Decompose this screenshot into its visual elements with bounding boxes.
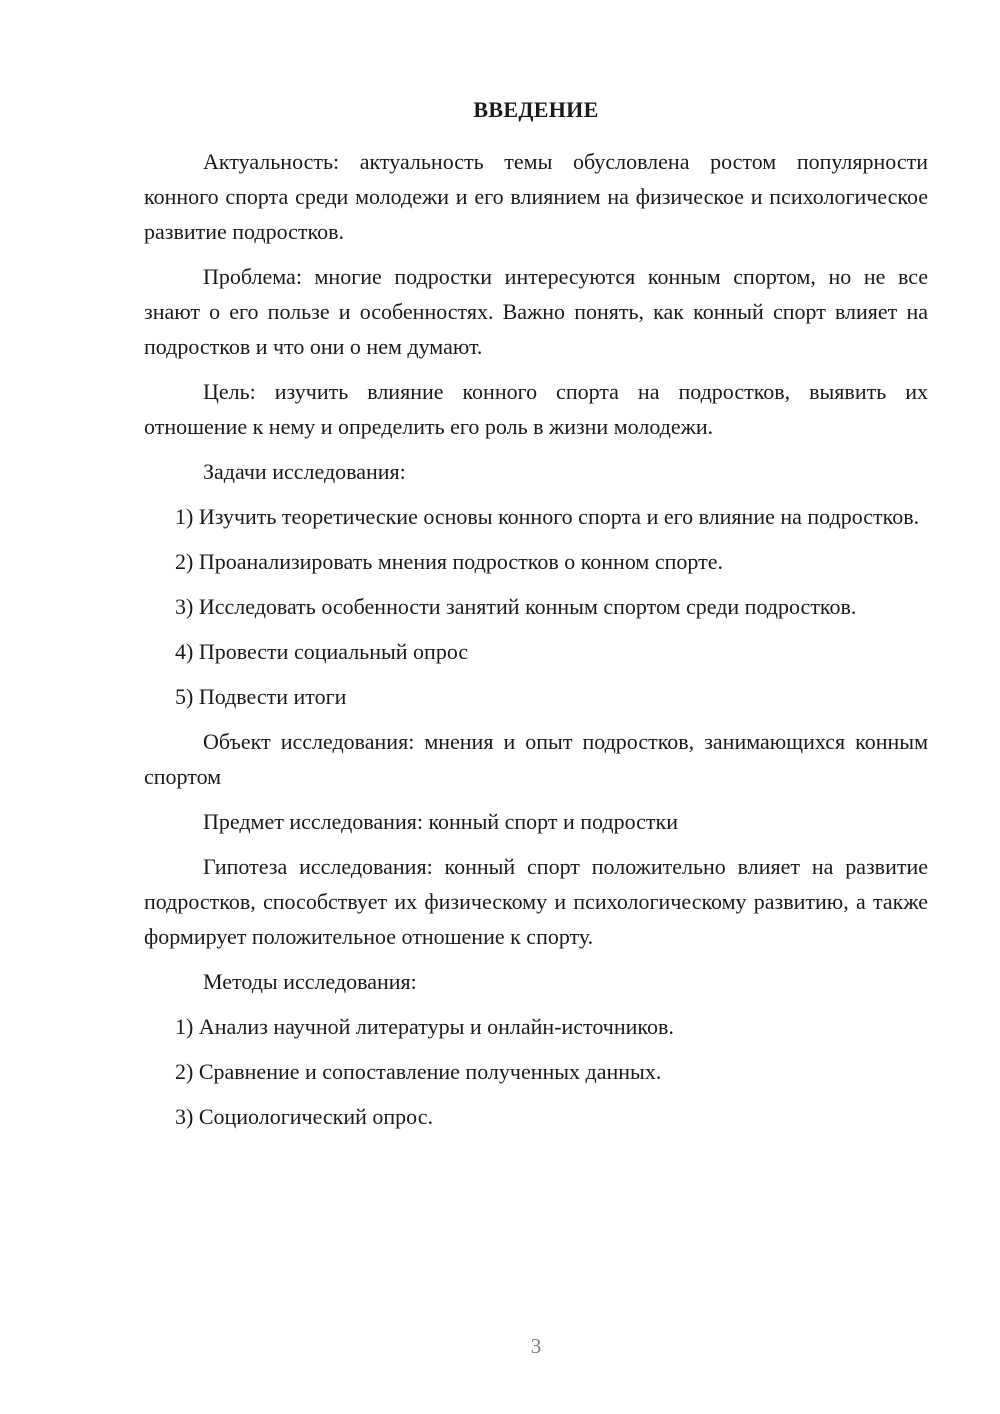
task-item-3: 3) Исследовать особенности занятий конным спортом среди подростков.: [175, 594, 857, 619]
document-page: [144, 96, 928, 1144]
methods-title: Методы исследования:: [203, 969, 417, 994]
goal-paragraph: Цель: изучить влияние конного спорта на подростков, выявить их отношение к нему и определить его роль в жизни молодежи.: [144, 379, 928, 439]
method-item-1: 1) Анализ научной литературы и онлайн-источников.: [175, 1014, 674, 1039]
task-item-1: 1) Изучить теоретические основы конного спорта и его влияние на подростков.: [175, 504, 920, 529]
problem-paragraph: Проблема: многие подростки интересуются конным спортом, но не все знают о его пользе и особенностях. Важно понять, как конный спорт влияет на подростков и что они о нем думают.: [144, 264, 928, 359]
page-number: 3: [530, 1334, 542, 1358]
hypothesis-paragraph: Гипотеза исследования: конный спорт положительно влияет на развитие подростков, способствует их физическому и психологическому развитию, а также формирует положительное отношение к спорту.: [144, 854, 928, 949]
task-item-4: 4) Провести социальный опрос: [175, 639, 469, 664]
object-paragraph: Объект исследования: мнения и опыт подростков, занимающихся конным спортом: [144, 729, 928, 789]
page-title: ВВЕДЕНИЕ: [473, 97, 599, 122]
method-item-2: 2) Сравнение и сопоставление полученных данных.: [175, 1059, 662, 1084]
task-item-5: 5) Подвести итоги: [175, 684, 347, 709]
task-item-2: 2) Проанализировать мнения подростков о конном спорте.: [175, 549, 723, 574]
method-item-3: 3) Социологический опрос.: [175, 1104, 433, 1129]
relevance-paragraph: Актуальность: актуальность темы обусловлена ростом популярности конного спорта среди молодежи и его влиянием на физическое и психологическое развитие подростков.: [144, 149, 928, 244]
subject-paragraph: Предмет исследования: конный спорт и подростки: [203, 809, 678, 834]
tasks-title: Задачи исследования:: [203, 459, 406, 484]
